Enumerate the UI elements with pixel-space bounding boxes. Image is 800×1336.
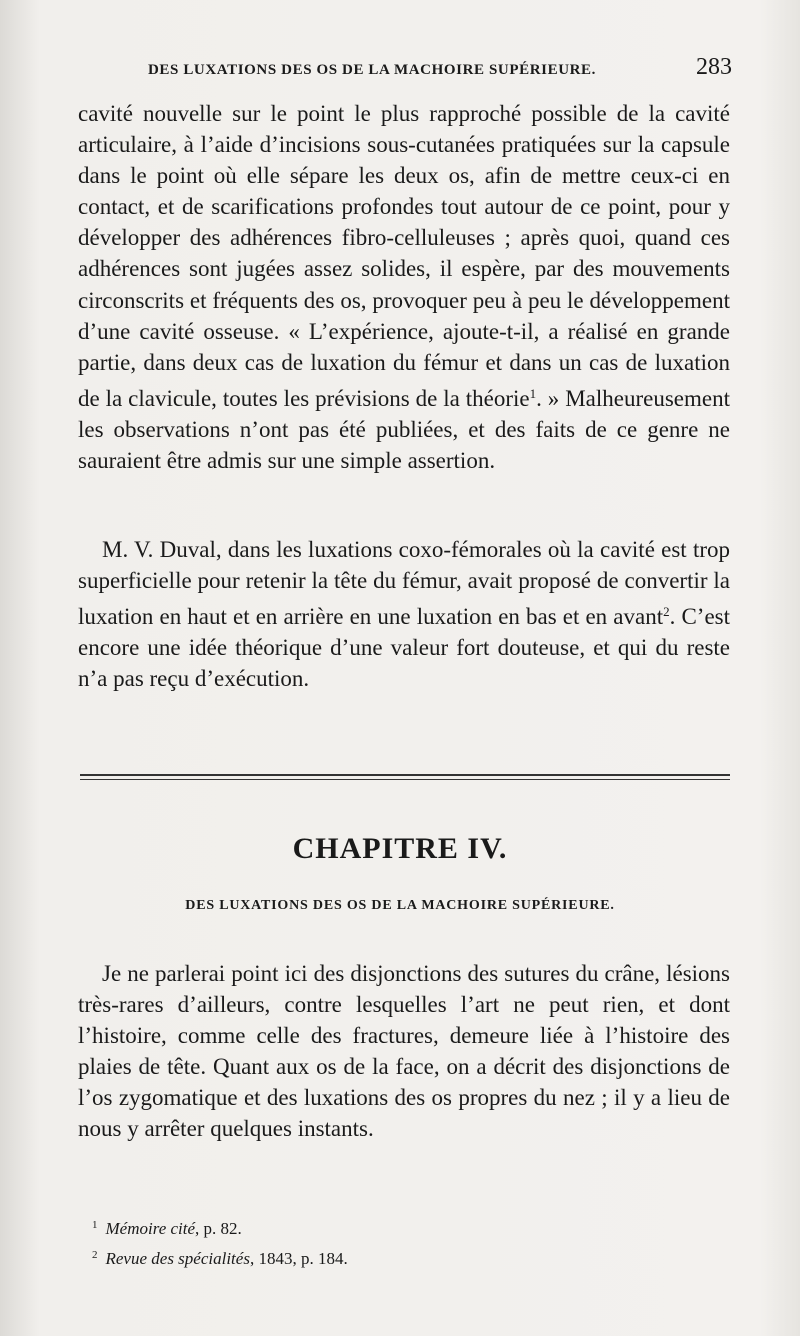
paragraph-2: [78, 534, 730, 694]
paragraph-3-text: Je ne parlerai point ici des disjonctions des sutures du crâne, lésions très-rares d’ailleurs, contre lesquelles l’art ne peut rien, et dont l’histoire, comme celle des fractures, demeure liée à l’histoire des plaies de tête. Quant aux os de la face, on a décrit des disjonctions de l’os zygomatique et des luxations des os propres du nez ; il y a lieu de nous y arrêter quelques instants.: [78, 961, 730, 1142]
footnote-1-rest: , p. 82.: [195, 1219, 242, 1238]
chapter-subtitle: DES LUXATIONS DES OS DE LA MACHOIRE SUPÉRIEURE.: [185, 898, 615, 913]
paragraph-2-text-after: . C’est encore une idée théorique d’une valeur fort douteuse, et qui du reste n’a pas reçu d’exécution.: [78, 604, 730, 692]
paragraph-1-text-after: . » Malheureusement les observations n’ont pas été publiées, et des faits de ce genre ne sauraient être admis sur une simple assertion.: [78, 385, 731, 474]
footnote-2-marker: 2: [92, 1249, 98, 1261]
footnote-1: [92, 1212, 692, 1242]
section-divider-thick: [80, 774, 730, 776]
footnote-2-rest: , 1843, p. 184.: [249, 1249, 348, 1268]
paragraph-1: [78, 98, 730, 476]
chapter-title: CHAPITRE IV.: [292, 832, 508, 865]
footnote-2: [92, 1242, 692, 1272]
section-divider-thin: [80, 779, 730, 780]
footnote-1-marker: 1: [92, 1219, 98, 1231]
footnotes: [92, 1212, 692, 1272]
page-number: 283: [696, 54, 732, 80]
footnote-2-title: Revue des spécialités: [105, 1249, 250, 1268]
footnote-1-title: Mémoire cité: [105, 1219, 196, 1238]
paragraph-2-text: M. V. Duval, dans les luxations coxo-fémorales où la cavité est trop superficielle pour retenir la tête du fémur, avait proposé de convertir la luxation en haut et en arrière en une luxation en bas et en avant: [78, 537, 730, 630]
paragraph-1-text: cavité nouvelle sur le point le plus rapproché possible de la cavité articulaire, à l’aide d’incisions sous-cutanées pratiquées sur la capsule dans le point où elle sépare les deux os, afin de mettre ceux-ci en contact, et de scarifications profondes tout autour de ce point, pour y développer des adhérences fibro-celluleuses ; après quoi, quand ces adhérences sont jugées assez solides, il espère, par des mouvements circonscrits et fréquents des os, provoquer peu à peu le développement d’une cavité osseuse. « L’expérience, ajoute-t-il, a réalisé en grande partie, dans deux cas de luxation du fémur et dans un cas de luxation de la clavicule, toutes les prévisions de la théorie: [78, 101, 730, 411]
footnote-ref-1: 1: [529, 385, 537, 401]
paragraph-3: [78, 958, 730, 1145]
page-header: [78, 54, 732, 90]
footnote-ref-2: 2: [663, 604, 670, 620]
running-title: DES LUXATIONS DES OS DE LA MACHOIRE SUPÉRIEURE.: [148, 62, 597, 78]
